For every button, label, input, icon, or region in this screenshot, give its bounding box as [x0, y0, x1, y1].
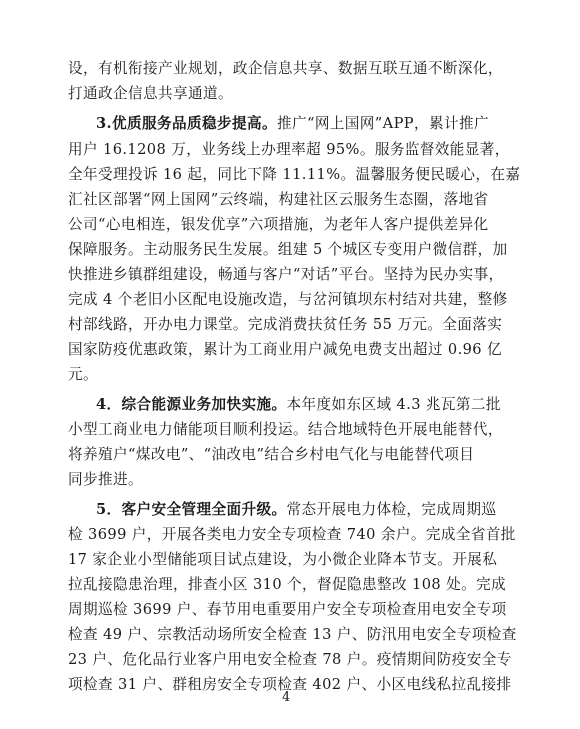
body-text-run: 元。	[68, 366, 98, 383]
text-line	[68, 650, 512, 670]
text-line	[68, 265, 504, 285]
section-heading: 4．综合能源业务加快实施。	[96, 396, 287, 413]
text-line	[68, 340, 502, 360]
body-text-run: 小型工商业电力储能项目顺利投运。结合地域特色开展电能替代，	[68, 421, 503, 438]
body-text-run: 常态开展电力体检，完成周期巡	[286, 501, 497, 518]
text-line	[68, 600, 507, 620]
body-text-run: 村部线路，开办电力课堂。完成消费扶贫任务 55 万元。全面落实	[68, 316, 503, 333]
text-line	[68, 315, 502, 335]
body-text-run: 公司“心电相连，银发优享”六项措施，为老年人客户提供差异化	[68, 216, 489, 233]
body-text-run: 本年度如东区域 4.3 兆瓦第二批	[286, 396, 501, 413]
text-line	[68, 59, 503, 79]
page-number: 4	[282, 690, 291, 705]
body-text-run: 全年受理投诉 16 起，同比下降 11.11%。温馨服务便民暖心，在嘉	[68, 166, 521, 183]
text-line	[68, 84, 233, 104]
text-line	[68, 240, 508, 260]
text-line	[68, 420, 503, 440]
body-text-run: 保障服务。主动服务民生发展。组建 5 个城区专变用户微信群，加	[68, 241, 508, 258]
text-line	[68, 165, 520, 185]
body-text-run: 汇社区部署“网上国网”云终端，构建社区云服务生态圈，落地省	[68, 191, 489, 208]
text-line	[68, 625, 517, 645]
text-line	[96, 395, 501, 415]
text-line	[68, 445, 474, 465]
body-text-run: 快推进乡镇群组建设，畅通与客户“对话”平台。坚持为民办实事，	[68, 266, 504, 283]
text-line	[68, 575, 506, 595]
body-text-run: 将养殖户“煤改电”、“油改电”结合乡村电气化与电能替代项目	[68, 446, 475, 463]
text-line	[68, 365, 98, 385]
body-text-run: 用户 16.1208 万，业务线上办理率超 95%。服务监督效能显著，	[68, 141, 510, 158]
text-line	[68, 190, 489, 210]
text-line	[96, 500, 496, 520]
text-line	[96, 114, 489, 134]
body-text-run: 检查 49 户、宗教活动场所安全检查 13 户、防汛用电安全专项检查	[68, 626, 517, 643]
body-text-run: 国家防疫优惠政策，累计为工商业用户减免电费支出超过 0.96 亿	[68, 341, 503, 358]
body-text-run: 检 3699 户，开展各类电力安全专项检查 740 余户。完成全省首批	[68, 526, 516, 543]
body-text-run: 完成 4 个老旧小区配电设施改造，与岔河镇坝东村结对共建，整修	[68, 291, 508, 308]
body-text-run: 23 户、危化品行业客户用电安全检查 78 户。疫情期间防疫安全专	[68, 651, 512, 668]
text-line	[68, 470, 143, 490]
body-text-run: 17 家企业小型储能项目试点建设，为小微企业降本节支。开展私	[68, 551, 498, 568]
text-line	[68, 140, 510, 160]
text-line	[68, 525, 516, 545]
body-text-run: 推广“网上国网”APP，累计推广	[276, 115, 490, 132]
body-text-run: 打通政企信息共享通道。	[68, 85, 233, 102]
text-line	[68, 290, 508, 310]
text-line	[68, 215, 489, 235]
body-text-run: 项检查 31 户、群租房安全专项检查 402 户、小区电线私拉乱接排	[68, 676, 512, 693]
body-text-run: 设，有机衔接产业规划，政企信息共享、数据互联互通不断深化，	[68, 60, 503, 77]
body-text-run: 同步推进。	[68, 471, 143, 488]
section-heading: 5．客户安全管理全面升级。	[96, 501, 287, 518]
text-line	[68, 550, 497, 570]
body-text-run: 周期巡检 3699 户、春节用电重要用户安全专项检查用电安全专项	[68, 601, 507, 618]
body-text-run: 拉乱接隐患治理，排查小区 310 个，督促隐患整改 108 处。完成	[68, 576, 507, 593]
section-heading: 3.优质服务品质稳步提高。	[96, 115, 277, 132]
